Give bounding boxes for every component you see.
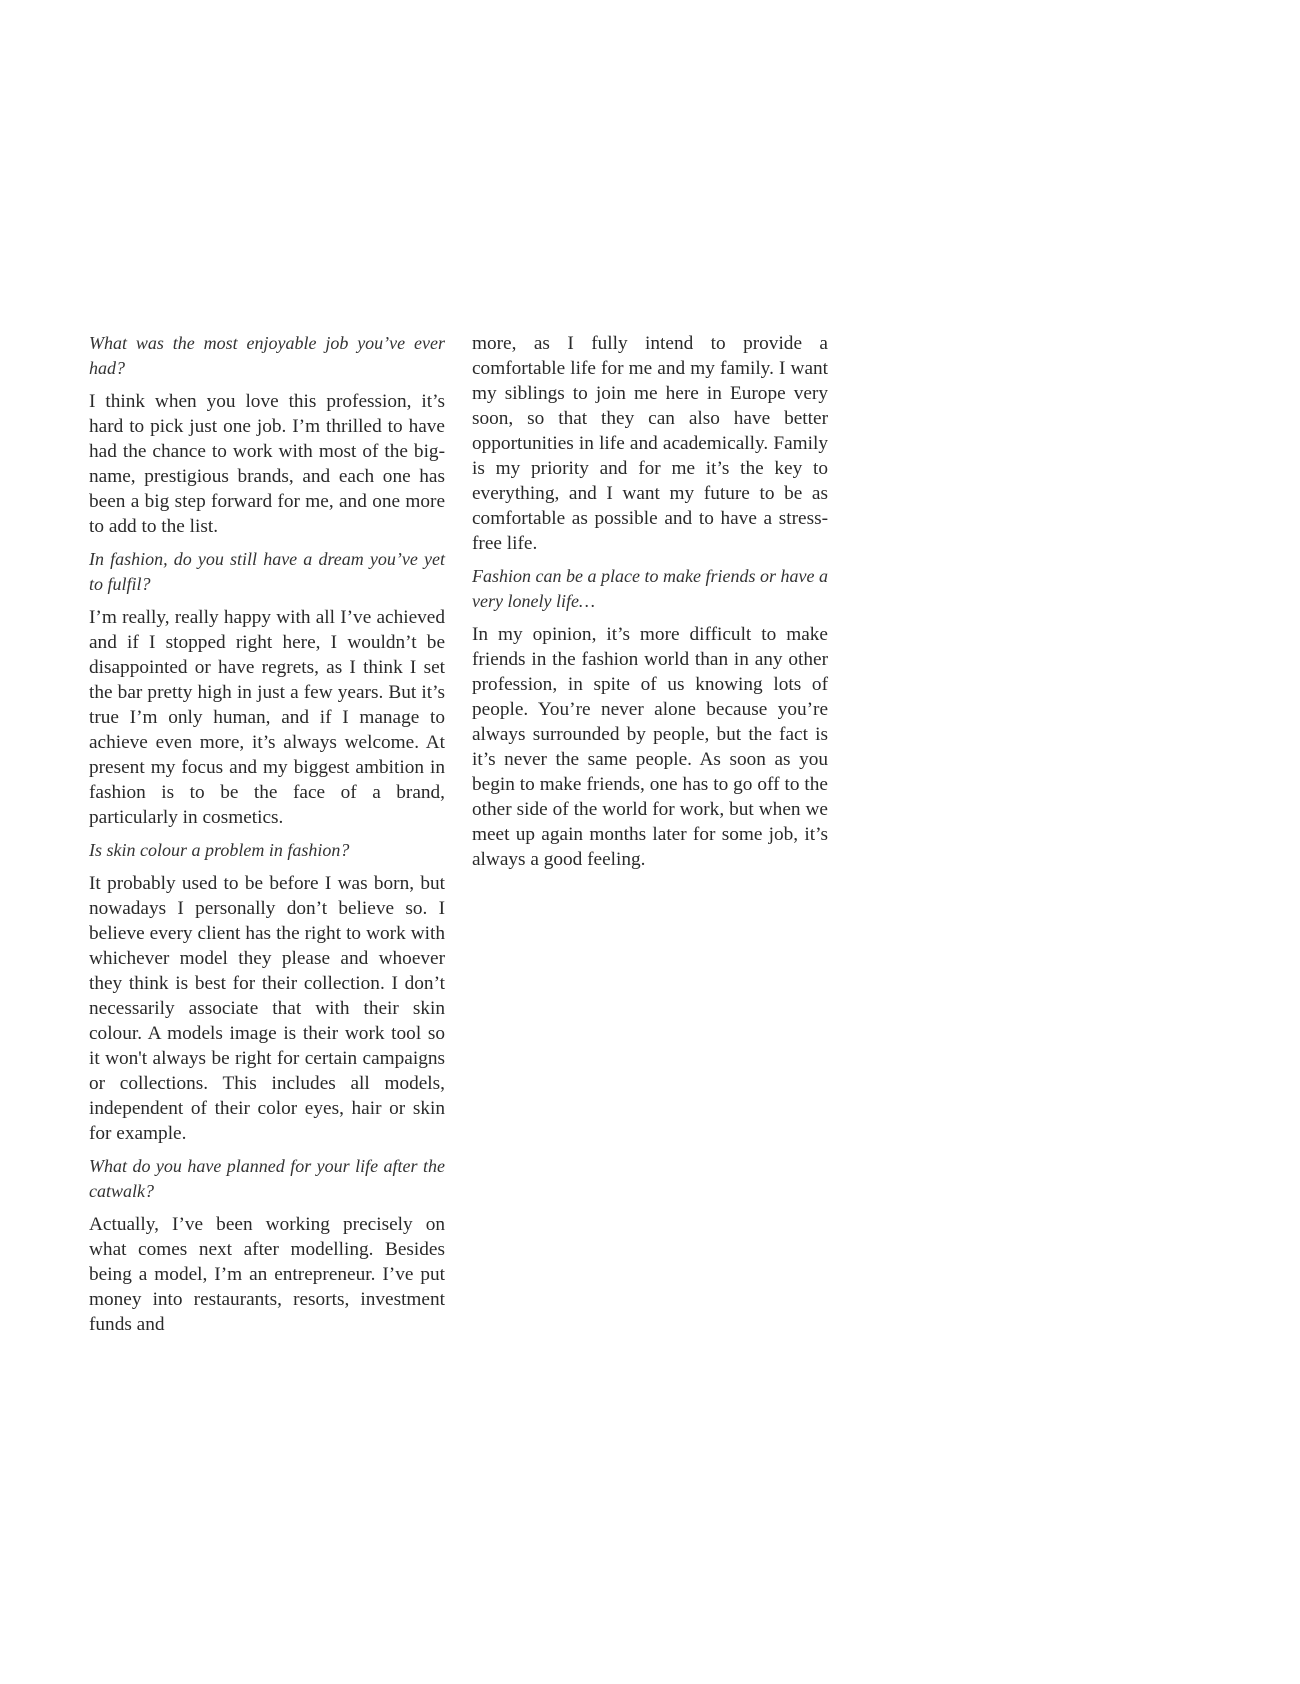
- question-after-catwalk: What do you have planned for your life after the catwalk?: [89, 1156, 445, 1201]
- question-skin-colour: Is skin colour a problem in fashion?: [89, 840, 350, 860]
- question-friends: Fashion can be a place to make friends or have a very lonely life…: [472, 566, 828, 611]
- question-dream: In fashion, do you still have a dream you’ve yet to fulfil?: [89, 549, 445, 594]
- right-column: [472, 331, 828, 880]
- answer-after-catwalk-part-1: Actually, I’ve been working precisely on what comes next after modelling. Besides being a model, I’m an entrepreneur. I’ve put money into restaurants, resorts, investment funds and: [89, 1214, 445, 1335]
- answer-enjoyable-job: I think when you love this profession, it’s hard to pick just one job. I’m thrilled to have had the chance to work with most of the big-name, prestigious brands, and each one has been a big step forward for me, and one more to add to the list.: [89, 391, 445, 537]
- answer-dream: I’m really, really happy with all I’ve achieved and if I stopped right here, I wouldn’t be disappointed or have regrets, as I think I set the bar pretty high in just a few years. But it’s true I’m only human, and if I manage to achieve even more, it’s always welcome. At present my focus and my biggest ambition in fashion is to be the face of a brand, particularly in cosmetics.: [89, 607, 445, 828]
- answer-friends: In my opinion, it’s more difficult to make friends in the fashion world than in any other profession, in spite of us knowing lots of people. You’re never alone because you’re always surrounded by people, but the fact is it’s never the same people. As soon as you begin to make friends, one has to go off to the other side of the world for work, but when we meet up again months later for some job, it’s always a good feeling.: [472, 624, 828, 870]
- question-enjoyable-job: What was the most enjoyable job you’ve ever had?: [89, 333, 445, 378]
- answer-skin-colour: It probably used to be before I was born, but nowadays I personally don’t believe so. I believe every client has the right to work with whichever model they please and whoever they think is best for their collection. I don’t necessarily associate that with their skin colour. A models image is their work tool so it won't always be right for certain campaigns or collections. This includes all models, independent of their color eyes, hair or skin for example.: [89, 873, 445, 1144]
- left-column: [89, 331, 445, 1345]
- answer-after-catwalk-part-2: more, as I fully intend to provide a comfortable life for me and my family. I want my siblings to join me here in Europe very soon, so that they can also have better opportunities in life and academically. Family is my priority and for me it’s the key to everything, and I want my future to be as comfortable as possible and to have a stress-free life.: [472, 333, 828, 554]
